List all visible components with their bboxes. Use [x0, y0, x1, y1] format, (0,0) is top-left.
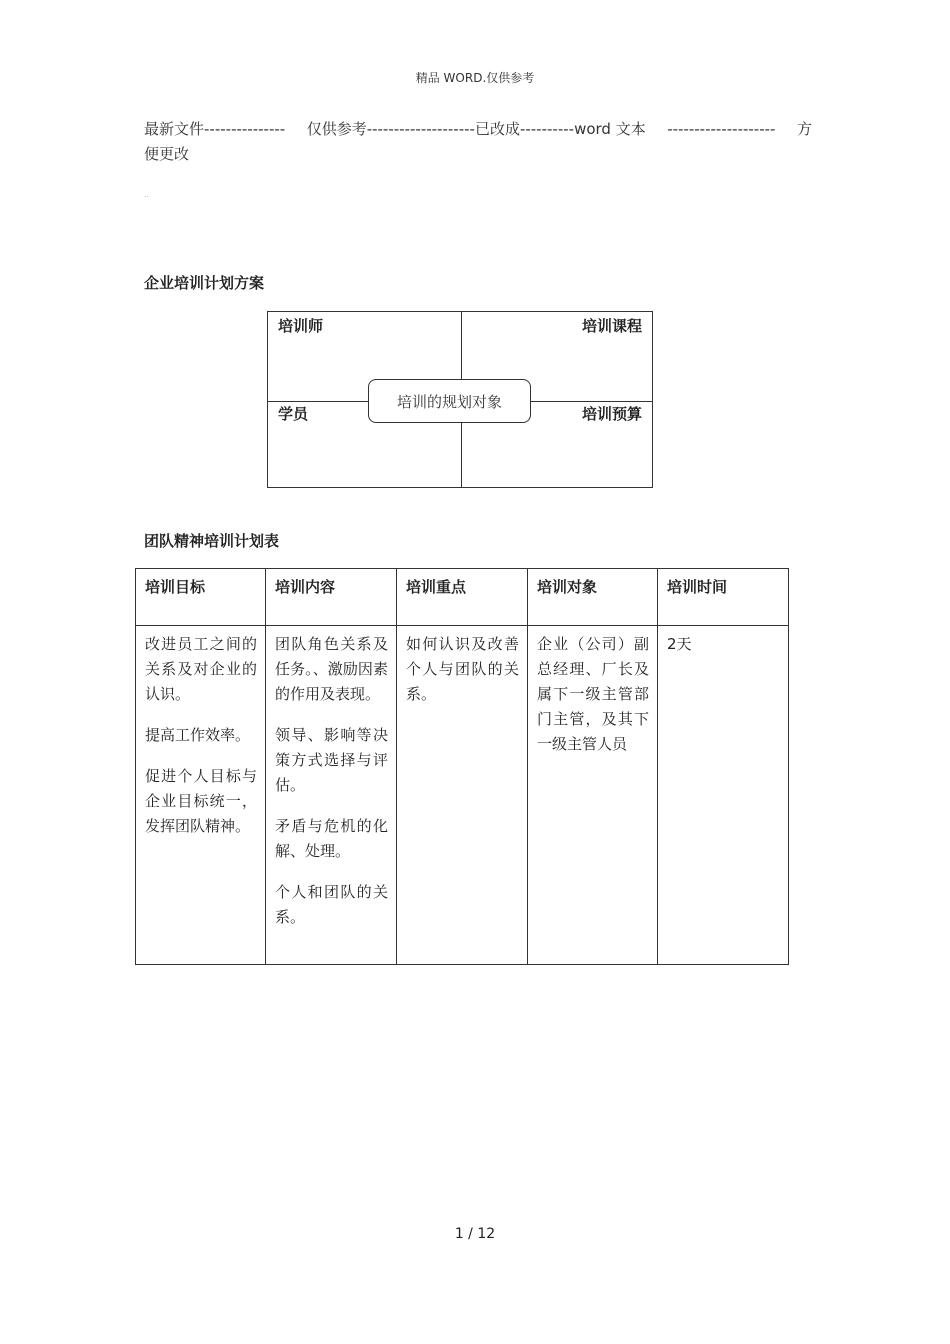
diagram-quadrant-trainer: 培训师 [278, 317, 324, 335]
cell-paragraph: 团队角色关系及任务。、激励因素的作用及表现。 [275, 635, 388, 703]
notice-part: -------------------- [667, 120, 776, 138]
table-row [136, 626, 789, 965]
notice-part: 仅供参考--------------------已改成----------word 文本 [306, 120, 646, 138]
cell-content [266, 626, 397, 965]
cell-audience [528, 626, 658, 965]
header-cell-audience: 培训对象 [528, 569, 658, 626]
cell-paragraph: 个人和团队的关系。 [275, 883, 388, 926]
page-header: 精品 WORD.仅供参考 [415, 71, 535, 85]
diagram-quadrant-course: 培训课程 [581, 317, 642, 335]
cell-paragraph: 改进员工之间的关系及对企业的认识。 [145, 635, 257, 703]
cell-paragraph: 企业（公司）副总经理、厂长及属下一级主管部门主管，及其下一级主管人员 [537, 635, 649, 753]
page-number: 1 / 12 [454, 1226, 496, 1242]
cell-paragraph: 促进个人目标与企业目标统一，发挥团队精神。 [145, 767, 257, 835]
cell-duration [658, 626, 789, 965]
cell-paragraph: 如何认识及改善个人与团队的关系。 [406, 635, 519, 703]
cell-paragraph: 矛盾与危机的化解、处理。 [275, 817, 388, 860]
table-section-title: 团队精神培训计划表 [144, 532, 280, 550]
notice-line-2: 便更改 [144, 145, 190, 163]
cell-paragraph: 2天 [667, 635, 692, 653]
diagram-quadrant-students: 学员 [278, 405, 309, 423]
diagram-section-title: 企业培训计划方案 [144, 274, 265, 292]
cell-paragraph: 提高工作效率。 [145, 726, 251, 744]
notice-part: 方 [796, 120, 812, 138]
stray-mark: .. [144, 190, 150, 199]
cell-focus [397, 626, 528, 965]
header-cell-focus: 培训重点 [397, 569, 528, 626]
cell-paragraph: 领导、影响等决策方式选择与评估。 [275, 726, 388, 794]
notice-line-1 [144, 117, 812, 142]
header-cell-content: 培训内容 [266, 569, 397, 626]
diagram-center-box: 培训的规划对象 [368, 379, 531, 423]
cell-goal [136, 626, 266, 965]
header-cell-goal: 培训目标 [136, 569, 266, 626]
notice-part: 最新文件--------------- [144, 120, 286, 138]
diagram-quadrant-budget: 培训预算 [581, 405, 642, 423]
header-cell-duration: 培训时间 [658, 569, 789, 626]
training-plan-table [135, 568, 789, 965]
notice-text [144, 117, 812, 167]
table-header-row [136, 569, 789, 626]
training-diagram [267, 311, 653, 488]
